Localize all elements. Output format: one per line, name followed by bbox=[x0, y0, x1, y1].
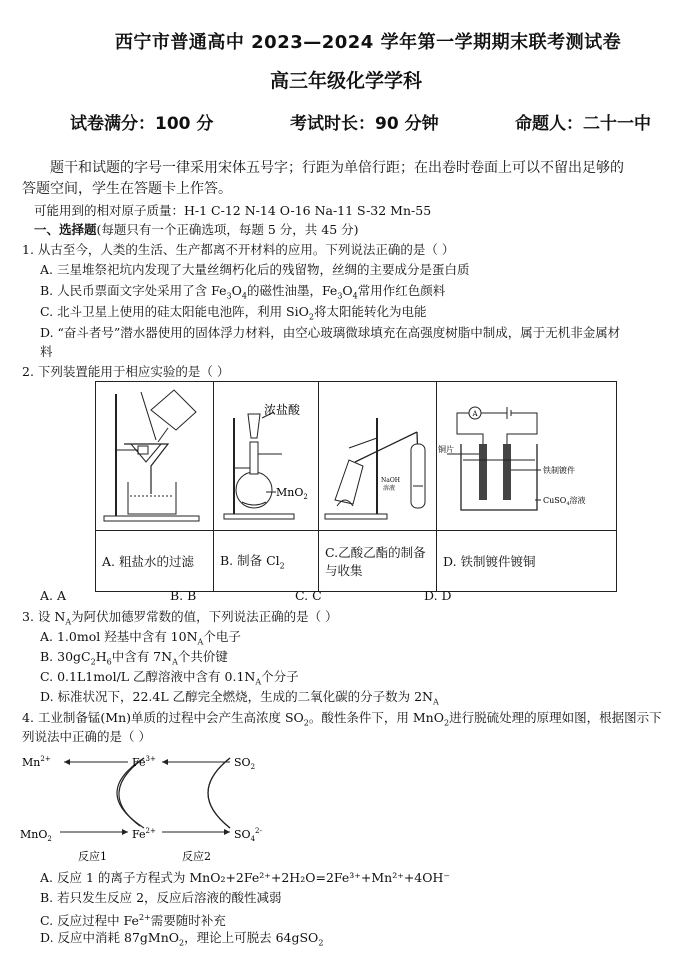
section-note: (每题只有一个正确选项，每题 5 分，共 45 分) bbox=[96, 222, 359, 237]
q1-option-c: C. 北斗卫星上使用的硅太阳能电池阵，利用 SiO$_2$将太阳能转化为电能 bbox=[40, 304, 427, 322]
label-conc-hcl: 浓盐酸 bbox=[264, 403, 301, 417]
exam-title: 西宁市普通高中 2023—2024 学年第一学期期末联考测试卷 bbox=[114, 32, 622, 53]
filtration-diagram bbox=[96, 382, 213, 526]
diag-so4-text: SO bbox=[234, 828, 251, 841]
atomic-mass-line: 可能用到的相对原子质量：H-1 C-12 N-14 O-16 Na-11 S-32 Mn-55 bbox=[34, 203, 432, 218]
q1-option-d-cont: 料 bbox=[40, 344, 53, 359]
apparatus-c-cell bbox=[319, 382, 437, 531]
label-ammeter: A bbox=[472, 410, 478, 418]
apparatus-table bbox=[95, 381, 617, 592]
q2-option-a: A. A bbox=[40, 588, 67, 603]
q4-d-2: ，理论上可脱去 64gSO bbox=[184, 930, 319, 945]
full-score: 试卷满分：100 分 bbox=[70, 114, 214, 134]
caption-d: D. 铁制镀件镀铜 bbox=[437, 531, 617, 592]
q3-c-2: 个分子 bbox=[261, 669, 299, 684]
diag-fe2-text: Fe bbox=[132, 828, 146, 841]
ester-apparatus-diagram bbox=[319, 382, 436, 526]
q1-stem: 1. 从古至今，人类的生活、生产都离不开材料的应用。下列说法正确的是（ ） bbox=[22, 242, 455, 257]
caption-b: B. 制备 $Cl_2$ bbox=[214, 531, 319, 592]
reaction-cycle-diagram bbox=[20, 748, 280, 866]
diag-fe2plus: $Fe^{2+}$ bbox=[132, 827, 156, 841]
intro-line-2: 答题空间，学生在答题卡上作答。 bbox=[22, 181, 232, 197]
q4-option-a: A. 反应 1 的离子方程式为 MnO₂+2Fe²⁺+2H₂O=2Fe³⁺+Mn²⁺+4OH⁻ bbox=[40, 870, 450, 885]
q3-option-c: C. 0.1L1mol/L 乙醇溶液中含有 $0.1N_A$个分子 bbox=[40, 669, 299, 687]
caption-c-line1: C.乙酸乙酯的制备 bbox=[325, 545, 426, 560]
q1-b-part5: 常用作红色颜料 bbox=[357, 283, 446, 298]
intro-line-1: 题干和试题的字号一律采用宋体五号字；行距为单倍行距；在出卷时卷面上可以不留出足够的 bbox=[50, 160, 624, 176]
q1-b-part1: B. 人民币票面文字处采用了含 Fe bbox=[40, 283, 227, 298]
diag-mno2-text: MnO bbox=[20, 828, 48, 841]
caption-a: A. 粗盐水的过滤 bbox=[96, 531, 214, 592]
label-reaction-2: 反应2 bbox=[182, 850, 211, 863]
q3-option-b: B. $30gC_2H_6$中含有 $7N_A$个共价键 bbox=[40, 649, 228, 667]
q1-b-part3: 的磁性油墨，Fe bbox=[246, 283, 338, 298]
q1-b-part4: O bbox=[342, 283, 353, 298]
q4-stem-1c: 进行脱硫处理的原理如图，根据图示下 bbox=[449, 710, 662, 725]
label-plated-part: 铁制镀件 bbox=[543, 466, 575, 475]
q1-b-part2: O bbox=[231, 283, 242, 298]
q3-a-1: A. 1.0mol 羟基中含有 10N bbox=[40, 629, 198, 644]
label-cuso4-tail: 溶液 bbox=[569, 496, 586, 505]
electroplating-diagram bbox=[437, 382, 616, 526]
q4-c-1: C. 反应过程中 Fe bbox=[40, 913, 139, 929]
label-naoh-1: NaOH bbox=[381, 477, 400, 484]
label-mno2-b: MnO$_2$ bbox=[276, 486, 308, 501]
diag-mn2plus: $Mn^{2+}$ bbox=[22, 755, 51, 769]
q3-b-4: 个共价键 bbox=[177, 649, 228, 664]
section-title: 一、选择题 bbox=[34, 222, 97, 237]
q3-b-1: B. 30gC bbox=[40, 649, 91, 664]
exam-duration: 考试时长：90 分钟 bbox=[290, 114, 439, 134]
diag-so2: $SO_2$ bbox=[234, 756, 256, 771]
exam-subtitle: 高三年级化学学科 bbox=[269, 70, 422, 92]
section-heading bbox=[34, 222, 359, 238]
q4-stem-1b: 。酸性条件下，用 MnO bbox=[308, 710, 444, 725]
q4-stem-line1: 4. 工业制备锰(Mn)单质的过程中会产生高浓度 $SO_2$。酸性条件下，用 MnO$_2$进行脱硫处理的原理如图，根据图示下 bbox=[22, 710, 662, 728]
q4-stem-line2: 列说法中正确的是（ ） bbox=[22, 729, 151, 744]
diag-fe3plus: $Fe^{3+}$ bbox=[132, 755, 156, 769]
q1-c-part2: 将太阳能转化为电能 bbox=[313, 304, 427, 319]
q3-b-3: 中含有 7N bbox=[111, 649, 173, 664]
caption-c-line2: 与收集 bbox=[325, 563, 363, 578]
diag-fe3-text: Fe bbox=[132, 756, 146, 769]
q4-option-b: B. 若只发生反应 2，反应后溶液的酸性减弱 bbox=[40, 890, 282, 905]
q3-d-1: D. 标准状况下，22.4L 乙醇完全燃烧，生成的二氧化碳的分子数为 2N bbox=[40, 689, 433, 704]
q4-stem-1: 4. 工业制备锰(Mn)单质的过程中会产生高浓度 SO bbox=[22, 710, 304, 725]
q2-option-b: B. B bbox=[170, 588, 197, 603]
chlorine-apparatus-diagram bbox=[214, 382, 318, 526]
caption-c bbox=[319, 531, 437, 592]
q1-option-d: D. “奋斗者号”潜水器使用的固体浮力材料，由空心玻璃微球填充在高强度树脂中制成，属于无机非金属材 bbox=[40, 325, 621, 340]
q3-c-1: C. 0.1L1mol/L 乙醇溶液中含有 0.1N bbox=[40, 669, 256, 684]
diag-mn-text: Mn bbox=[22, 756, 41, 769]
q4-d-1: D. 反应中消耗 87gMnO bbox=[40, 930, 180, 945]
q2-option-c: C. C bbox=[295, 588, 322, 603]
q3-option-d: D. 标准状况下，22.4L 乙醇完全燃烧，生成的二氧化碳的分子数为 $2N_A$ bbox=[40, 689, 439, 707]
q3-stem-1: 3. 设 N bbox=[22, 609, 66, 624]
q3-stem: 3. 设 $N_A$为阿伏加德罗常数的值，下列说法正确的是（ ） bbox=[22, 609, 338, 627]
q1-c-part1: C. 北斗卫星上使用的硅太阳能电池阵，利用 SiO bbox=[40, 304, 309, 319]
label-cuso4: CuSO$_4$溶液 bbox=[543, 496, 586, 507]
q3-b-2: H bbox=[95, 649, 107, 664]
q3-a-2: 个电子 bbox=[203, 629, 241, 644]
diag-so2-text: SO bbox=[234, 756, 251, 769]
q1-option-a: A. 三星堆祭祀坑内发现了大量丝绸朽化后的残留物，丝绸的主要成分是蛋白质 bbox=[40, 262, 470, 277]
q3-option-a: A. 1.0mol 羟基中含有 $10N_A$个电子 bbox=[40, 629, 241, 647]
q4-c-2: 需要随时补充 bbox=[150, 913, 226, 929]
label-cuso4-text: CuSO bbox=[543, 496, 567, 505]
diag-so4: $SO_4^{2-}$ bbox=[234, 827, 262, 843]
q1-option-b: B. 人民币票面文字处采用了含 $Fe_3O_4$的磁性油墨，$Fe_3O_4$常用作红色颜料 bbox=[40, 283, 446, 301]
apparatus-d-cell bbox=[437, 382, 617, 531]
q4-option-d: D. 反应中消耗 87gMnO$_2$，理论上可脱去 64gSO$_2$ bbox=[40, 930, 324, 948]
label-copper-plate: 铜片 bbox=[438, 445, 454, 454]
apparatus-b-cell bbox=[214, 382, 319, 531]
label-naoh-2: 溶液 bbox=[383, 485, 396, 492]
label-mno2-b-text: MnO bbox=[276, 486, 304, 499]
label-reaction-1: 反应1 bbox=[78, 850, 107, 863]
diag-mno2: MnO$_2$ bbox=[20, 828, 52, 843]
q3-stem-2: 为阿伏加德罗常数的值，下列说法正确的是（ ） bbox=[71, 609, 338, 624]
q2-stem: 2. 下列装置能用于相应实验的是（ ） bbox=[22, 364, 230, 379]
caption-b-text: B. 制备 Cl bbox=[220, 553, 280, 569]
apparatus-a-cell bbox=[96, 382, 214, 531]
exam-author: 命题人：二十一中 bbox=[515, 114, 651, 134]
q2-option-d: D. D bbox=[424, 588, 452, 603]
q4-option-c: C. 反应过程中 $Fe^{2+}$需要随时补充 bbox=[40, 913, 226, 929]
